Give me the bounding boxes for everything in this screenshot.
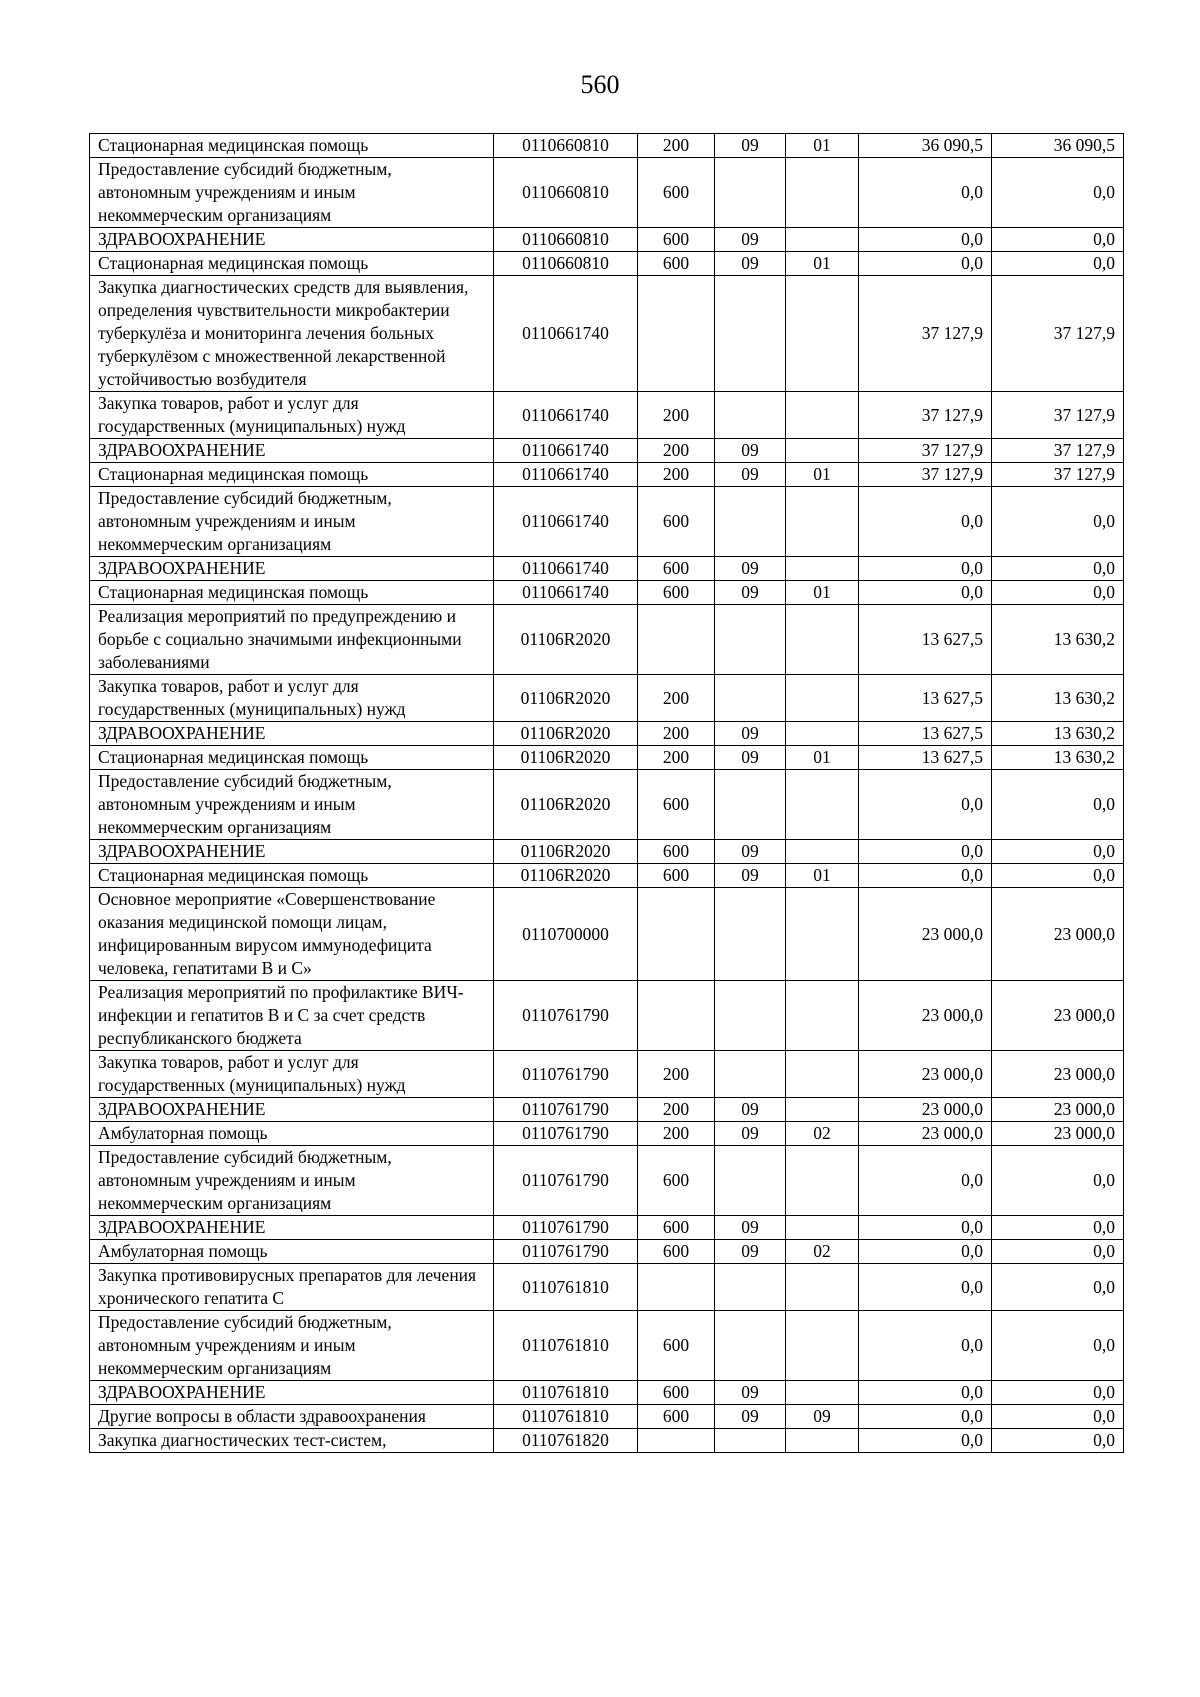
table-row xyxy=(90,557,1124,581)
row-name-cell: Реализация мероприятий по профилактике ВИЧ-инфекции и гепатитов В и С за счет средств республиканского бюджета xyxy=(90,981,494,1051)
row-code-cell: 0110660810 xyxy=(494,228,638,252)
row-amount-year1-cell: 36 090,5 xyxy=(859,134,992,158)
row-expense-type-cell xyxy=(638,1264,715,1311)
row-subsection-cell xyxy=(786,1098,859,1122)
row-code-cell: 01106R2020 xyxy=(494,605,638,675)
row-section-cell: 09 xyxy=(715,1216,786,1240)
row-section-cell xyxy=(715,1264,786,1311)
row-code-cell: 0110661740 xyxy=(494,439,638,463)
row-name-cell: Стационарная медицинская помощь xyxy=(90,864,494,888)
row-subsection-cell xyxy=(786,276,859,392)
row-section-cell: 09 xyxy=(715,1098,786,1122)
row-subsection-cell xyxy=(786,557,859,581)
table-row xyxy=(90,1098,1124,1122)
row-name-cell: Реализация мероприятий по предупреждению и борьбе с социально значимыми инфекционными заболеваниями xyxy=(90,605,494,675)
row-name-cell: ЗДРАВООХРАНЕНИЕ xyxy=(90,557,494,581)
row-expense-type-cell: 600 xyxy=(638,252,715,276)
table-row xyxy=(90,1051,1124,1098)
row-subsection-cell xyxy=(786,439,859,463)
row-code-cell: 0110761810 xyxy=(494,1264,638,1311)
row-section-cell xyxy=(715,1311,786,1381)
row-subsection-cell xyxy=(786,722,859,746)
row-section-cell: 09 xyxy=(715,134,786,158)
row-expense-type-cell: 600 xyxy=(638,840,715,864)
row-subsection-cell xyxy=(786,1311,859,1381)
row-amount-year1-cell: 13 627,5 xyxy=(859,722,992,746)
row-expense-type-cell: 200 xyxy=(638,1122,715,1146)
row-amount-year2-cell: 37 127,9 xyxy=(992,392,1124,439)
row-section-cell xyxy=(715,770,786,840)
row-code-cell: 0110761790 xyxy=(494,1146,638,1216)
row-amount-year1-cell: 0,0 xyxy=(859,228,992,252)
row-name-cell: ЗДРАВООХРАНЕНИЕ xyxy=(90,1381,494,1405)
row-amount-year2-cell: 0,0 xyxy=(992,252,1124,276)
row-expense-type-cell: 200 xyxy=(638,722,715,746)
row-amount-year2-cell: 0,0 xyxy=(992,1405,1124,1429)
row-amount-year2-cell: 23 000,0 xyxy=(992,981,1124,1051)
row-code-cell: 0110761810 xyxy=(494,1405,638,1429)
table-row xyxy=(90,392,1124,439)
row-amount-year2-cell: 36 090,5 xyxy=(992,134,1124,158)
row-expense-type-cell xyxy=(638,276,715,392)
row-amount-year1-cell: 23 000,0 xyxy=(859,1122,992,1146)
row-amount-year2-cell: 0,0 xyxy=(992,487,1124,557)
row-name-cell: ЗДРАВООХРАНЕНИЕ xyxy=(90,722,494,746)
row-amount-year2-cell: 0,0 xyxy=(992,1216,1124,1240)
row-amount-year2-cell: 13 630,2 xyxy=(992,746,1124,770)
row-amount-year2-cell: 0,0 xyxy=(992,158,1124,228)
row-amount-year1-cell: 0,0 xyxy=(859,487,992,557)
row-section-cell xyxy=(715,888,786,981)
table-row xyxy=(90,981,1124,1051)
row-section-cell xyxy=(715,392,786,439)
table-row xyxy=(90,1240,1124,1264)
row-amount-year2-cell: 37 127,9 xyxy=(992,276,1124,392)
table-row xyxy=(90,439,1124,463)
row-subsection-cell: 01 xyxy=(786,463,859,487)
row-subsection-cell xyxy=(786,1381,859,1405)
row-expense-type-cell: 600 xyxy=(638,864,715,888)
row-subsection-cell xyxy=(786,228,859,252)
row-amount-year2-cell: 37 127,9 xyxy=(992,463,1124,487)
row-name-cell: Закупка диагностических средств для выявления, определения чувствительности микробактерии туберкулёза и мониторинга лечения больных туберкулёзом с множественной лекарственной устойчивостью возбудителя xyxy=(90,276,494,392)
table-row xyxy=(90,1429,1124,1453)
table-row xyxy=(90,228,1124,252)
row-section-cell: 09 xyxy=(715,252,786,276)
row-expense-type-cell: 200 xyxy=(638,675,715,722)
row-amount-year1-cell: 23 000,0 xyxy=(859,981,992,1051)
row-amount-year2-cell: 0,0 xyxy=(992,1264,1124,1311)
row-code-cell: 0110761790 xyxy=(494,981,638,1051)
row-expense-type-cell: 600 xyxy=(638,1216,715,1240)
table-row xyxy=(90,158,1124,228)
table-row xyxy=(90,864,1124,888)
table-row xyxy=(90,840,1124,864)
row-amount-year1-cell: 0,0 xyxy=(859,252,992,276)
row-amount-year2-cell: 0,0 xyxy=(992,770,1124,840)
row-name-cell: Закупка товаров, работ и услуг для государственных (муниципальных) нужд xyxy=(90,1051,494,1098)
row-amount-year1-cell: 23 000,0 xyxy=(859,1051,992,1098)
row-name-cell: Предоставление субсидий бюджетным, автономным учреждениям и иным некоммерческим организациям xyxy=(90,1146,494,1216)
table-row xyxy=(90,1381,1124,1405)
row-name-cell: Основное мероприятие «Совершенствование оказания медицинской помощи лицам, инфицированным вирусом иммунодефицита человека, гепатитами В и С» xyxy=(90,888,494,981)
row-expense-type-cell: 200 xyxy=(638,134,715,158)
row-expense-type-cell: 600 xyxy=(638,1311,715,1381)
table-row xyxy=(90,1122,1124,1146)
row-section-cell: 09 xyxy=(715,1240,786,1264)
table-row xyxy=(90,1264,1124,1311)
row-expense-type-cell: 600 xyxy=(638,770,715,840)
row-name-cell: ЗДРАВООХРАНЕНИЕ xyxy=(90,1098,494,1122)
row-name-cell: ЗДРАВООХРАНЕНИЕ xyxy=(90,228,494,252)
row-code-cell: 01106R2020 xyxy=(494,675,638,722)
row-amount-year2-cell: 0,0 xyxy=(992,864,1124,888)
row-subsection-cell: 01 xyxy=(786,134,859,158)
row-section-cell: 09 xyxy=(715,1122,786,1146)
row-name-cell: Амбулаторная помощь xyxy=(90,1240,494,1264)
row-amount-year1-cell: 23 000,0 xyxy=(859,1098,992,1122)
row-code-cell: 01106R2020 xyxy=(494,770,638,840)
row-code-cell: 0110661740 xyxy=(494,392,638,439)
row-amount-year2-cell: 0,0 xyxy=(992,1146,1124,1216)
row-amount-year1-cell: 0,0 xyxy=(859,840,992,864)
row-name-cell: Предоставление субсидий бюджетным, автономным учреждениям и иным некоммерческим организациям xyxy=(90,770,494,840)
row-amount-year2-cell: 23 000,0 xyxy=(992,1098,1124,1122)
row-code-cell: 0110660810 xyxy=(494,158,638,228)
row-amount-year1-cell: 0,0 xyxy=(859,1216,992,1240)
row-section-cell: 09 xyxy=(715,746,786,770)
row-amount-year2-cell: 23 000,0 xyxy=(992,888,1124,981)
row-expense-type-cell xyxy=(638,888,715,981)
row-section-cell: 09 xyxy=(715,722,786,746)
table-row xyxy=(90,252,1124,276)
row-subsection-cell xyxy=(786,1216,859,1240)
row-section-cell xyxy=(715,1051,786,1098)
row-subsection-cell xyxy=(786,981,859,1051)
row-section-cell: 09 xyxy=(715,840,786,864)
row-amount-year1-cell: 37 127,9 xyxy=(859,392,992,439)
row-amount-year1-cell: 37 127,9 xyxy=(859,463,992,487)
row-subsection-cell xyxy=(786,1264,859,1311)
row-amount-year1-cell: 0,0 xyxy=(859,864,992,888)
row-name-cell: Амбулаторная помощь xyxy=(90,1122,494,1146)
row-amount-year1-cell: 0,0 xyxy=(859,1264,992,1311)
row-name-cell: Предоставление субсидий бюджетным, автономным учреждениям и иным некоммерческим организациям xyxy=(90,158,494,228)
row-code-cell: 0110661740 xyxy=(494,487,638,557)
row-subsection-cell: 01 xyxy=(786,864,859,888)
row-section-cell: 09 xyxy=(715,581,786,605)
row-amount-year2-cell: 37 127,9 xyxy=(992,439,1124,463)
row-subsection-cell: 02 xyxy=(786,1240,859,1264)
row-amount-year1-cell: 0,0 xyxy=(859,1405,992,1429)
row-amount-year1-cell: 13 627,5 xyxy=(859,746,992,770)
row-name-cell: Предоставление субсидий бюджетным, автономным учреждениям и иным некоммерческим организациям xyxy=(90,1311,494,1381)
row-name-cell: Стационарная медицинская помощь xyxy=(90,581,494,605)
row-amount-year2-cell: 23 000,0 xyxy=(992,1051,1124,1098)
row-section-cell: 09 xyxy=(715,1381,786,1405)
row-expense-type-cell: 200 xyxy=(638,1051,715,1098)
row-amount-year1-cell: 0,0 xyxy=(859,1146,992,1216)
row-name-cell: ЗДРАВООХРАНЕНИЕ xyxy=(90,1216,494,1240)
row-amount-year1-cell: 23 000,0 xyxy=(859,888,992,981)
table-row xyxy=(90,463,1124,487)
row-amount-year1-cell: 0,0 xyxy=(859,158,992,228)
table-row xyxy=(90,1146,1124,1216)
row-amount-year2-cell: 23 000,0 xyxy=(992,1122,1124,1146)
row-code-cell: 01106R2020 xyxy=(494,840,638,864)
row-name-cell: Закупка противовирусных препаратов для лечения хронического гепатита С xyxy=(90,1264,494,1311)
row-amount-year2-cell: 13 630,2 xyxy=(992,675,1124,722)
table-row xyxy=(90,487,1124,557)
row-code-cell: 01106R2020 xyxy=(494,864,638,888)
row-subsection-cell xyxy=(786,770,859,840)
row-expense-type-cell xyxy=(638,981,715,1051)
row-section-cell: 09 xyxy=(715,557,786,581)
row-subsection-cell xyxy=(786,158,859,228)
row-name-cell: Стационарная медицинская помощь xyxy=(90,134,494,158)
table-row xyxy=(90,581,1124,605)
row-subsection-cell xyxy=(786,1051,859,1098)
row-subsection-cell xyxy=(786,1146,859,1216)
row-name-cell: ЗДРАВООХРАНЕНИЕ xyxy=(90,840,494,864)
table-row xyxy=(90,675,1124,722)
row-code-cell: 01106R2020 xyxy=(494,722,638,746)
row-subsection-cell xyxy=(786,605,859,675)
row-code-cell: 0110761790 xyxy=(494,1122,638,1146)
row-expense-type-cell: 600 xyxy=(638,228,715,252)
row-code-cell: 0110660810 xyxy=(494,252,638,276)
row-amount-year2-cell: 0,0 xyxy=(992,1311,1124,1381)
row-subsection-cell: 02 xyxy=(786,1122,859,1146)
row-amount-year2-cell: 13 630,2 xyxy=(992,605,1124,675)
row-expense-type-cell: 600 xyxy=(638,487,715,557)
table-row xyxy=(90,722,1124,746)
row-expense-type-cell: 600 xyxy=(638,581,715,605)
row-section-cell: 09 xyxy=(715,1405,786,1429)
page-number: 560 xyxy=(580,70,620,99)
row-subsection-cell xyxy=(786,392,859,439)
row-amount-year1-cell: 0,0 xyxy=(859,1311,992,1381)
row-subsection-cell xyxy=(786,487,859,557)
table-row xyxy=(90,746,1124,770)
row-expense-type-cell: 600 xyxy=(638,1381,715,1405)
row-amount-year1-cell: 0,0 xyxy=(859,770,992,840)
row-expense-type-cell: 200 xyxy=(638,392,715,439)
row-amount-year1-cell: 0,0 xyxy=(859,1240,992,1264)
row-code-cell: 0110761790 xyxy=(494,1051,638,1098)
row-section-cell: 09 xyxy=(715,439,786,463)
row-amount-year2-cell: 13 630,2 xyxy=(992,722,1124,746)
row-code-cell: 0110761790 xyxy=(494,1216,638,1240)
row-code-cell: 0110661740 xyxy=(494,276,638,392)
row-expense-type-cell: 600 xyxy=(638,1146,715,1216)
row-name-cell: Другие вопросы в области здравоохранения xyxy=(90,1405,494,1429)
row-name-cell: Закупка товаров, работ и услуг для государственных (муниципальных) нужд xyxy=(90,675,494,722)
row-section-cell xyxy=(715,605,786,675)
row-code-cell: 0110761810 xyxy=(494,1381,638,1405)
row-amount-year2-cell: 0,0 xyxy=(992,581,1124,605)
budget-table-body xyxy=(90,134,1124,1453)
row-amount-year2-cell: 0,0 xyxy=(992,840,1124,864)
row-amount-year1-cell: 13 627,5 xyxy=(859,605,992,675)
table-row xyxy=(90,1311,1124,1381)
row-name-cell: Стационарная медицинская помощь xyxy=(90,746,494,770)
row-amount-year1-cell: 0,0 xyxy=(859,581,992,605)
row-subsection-cell xyxy=(786,1429,859,1453)
row-name-cell: ЗДРАВООХРАНЕНИЕ xyxy=(90,439,494,463)
table-row xyxy=(90,605,1124,675)
table-row xyxy=(90,888,1124,981)
row-code-cell: 0110700000 xyxy=(494,888,638,981)
row-amount-year1-cell: 37 127,9 xyxy=(859,439,992,463)
row-name-cell: Закупка товаров, работ и услуг для государственных (муниципальных) нужд xyxy=(90,392,494,439)
row-subsection-cell: 01 xyxy=(786,746,859,770)
row-section-cell xyxy=(715,487,786,557)
row-amount-year1-cell: 37 127,9 xyxy=(859,276,992,392)
row-expense-type-cell: 600 xyxy=(638,557,715,581)
row-section-cell xyxy=(715,981,786,1051)
table-row xyxy=(90,1405,1124,1429)
row-section-cell xyxy=(715,675,786,722)
row-section-cell xyxy=(715,1429,786,1453)
row-section-cell xyxy=(715,1146,786,1216)
row-amount-year2-cell: 0,0 xyxy=(992,1240,1124,1264)
row-amount-year2-cell: 0,0 xyxy=(992,228,1124,252)
row-code-cell: 0110660810 xyxy=(494,134,638,158)
row-subsection-cell xyxy=(786,675,859,722)
row-expense-type-cell: 200 xyxy=(638,439,715,463)
row-expense-type-cell: 200 xyxy=(638,1098,715,1122)
row-code-cell: 0110761820 xyxy=(494,1429,638,1453)
row-expense-type-cell xyxy=(638,605,715,675)
table-row xyxy=(90,134,1124,158)
row-amount-year1-cell: 13 627,5 xyxy=(859,675,992,722)
row-subsection-cell: 01 xyxy=(786,252,859,276)
row-code-cell: 01106R2020 xyxy=(494,746,638,770)
row-code-cell: 0110761790 xyxy=(494,1240,638,1264)
row-code-cell: 0110661740 xyxy=(494,557,638,581)
row-expense-type-cell: 200 xyxy=(638,746,715,770)
row-section-cell: 09 xyxy=(715,864,786,888)
row-amount-year2-cell: 0,0 xyxy=(992,1429,1124,1453)
row-code-cell: 0110761810 xyxy=(494,1311,638,1381)
row-section-cell: 09 xyxy=(715,463,786,487)
row-amount-year1-cell: 0,0 xyxy=(859,1429,992,1453)
row-subsection-cell xyxy=(786,840,859,864)
row-expense-type-cell: 600 xyxy=(638,1240,715,1264)
row-name-cell: Стационарная медицинская помощь xyxy=(90,463,494,487)
row-code-cell: 0110661740 xyxy=(494,463,638,487)
row-amount-year1-cell: 0,0 xyxy=(859,557,992,581)
row-expense-type-cell xyxy=(638,1429,715,1453)
row-section-cell xyxy=(715,276,786,392)
row-subsection-cell: 09 xyxy=(786,1405,859,1429)
row-amount-year2-cell: 0,0 xyxy=(992,557,1124,581)
row-amount-year1-cell: 0,0 xyxy=(859,1381,992,1405)
table-row xyxy=(90,1216,1124,1240)
row-subsection-cell xyxy=(786,888,859,981)
table-row xyxy=(90,276,1124,392)
budget-table xyxy=(89,133,1124,1453)
row-name-cell: Предоставление субсидий бюджетным, автономным учреждениям и иным некоммерческим организациям xyxy=(90,487,494,557)
row-amount-year2-cell: 0,0 xyxy=(992,1381,1124,1405)
row-section-cell xyxy=(715,158,786,228)
row-name-cell: Закупка диагностических тест-систем, xyxy=(90,1429,494,1453)
table-row xyxy=(90,770,1124,840)
row-name-cell: Стационарная медицинская помощь xyxy=(90,252,494,276)
row-code-cell: 0110661740 xyxy=(494,581,638,605)
row-expense-type-cell: 600 xyxy=(638,158,715,228)
row-section-cell: 09 xyxy=(715,228,786,252)
row-expense-type-cell: 600 xyxy=(638,1405,715,1429)
row-code-cell: 0110761790 xyxy=(494,1098,638,1122)
row-expense-type-cell: 200 xyxy=(638,463,715,487)
row-subsection-cell: 01 xyxy=(786,581,859,605)
